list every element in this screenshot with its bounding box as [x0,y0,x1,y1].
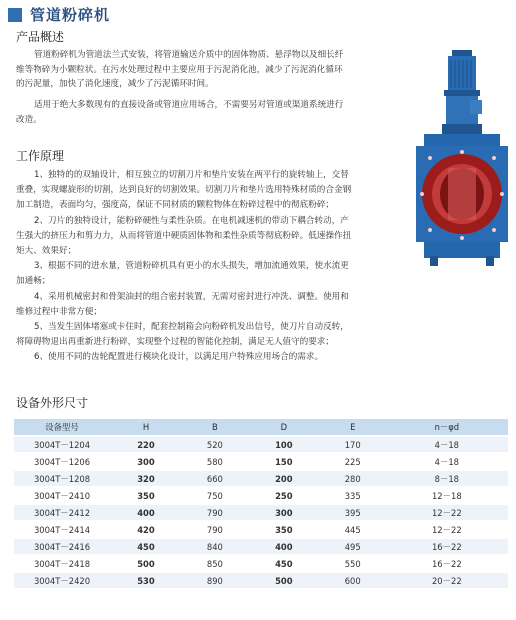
value-cell: 530 [110,573,182,588]
value-cell: 100 [248,437,320,452]
model-cell: 3004T－2416 [14,539,110,554]
column-header: D [248,419,320,435]
value-cell: 200 [248,471,320,486]
value-cell: 4－18 [386,454,508,469]
column-header: B [182,419,248,435]
value-cell: 400 [248,539,320,554]
value-cell: 320 [110,471,182,486]
value-cell: 150 [248,454,320,469]
overview-line: 的污泥量，加快了消化速度，减少了污泥循环时间。 [16,79,214,89]
value-cell: 12－22 [386,522,508,537]
principle-line: 加通畅； [16,276,51,287]
model-cell: 3004T－2414 [14,522,110,537]
table-row [14,539,508,554]
value-cell: 850 [182,556,248,571]
value-cell: 350 [110,488,182,503]
value-cell: 225 [320,454,386,469]
overview-heading: 产品概述 [16,30,65,44]
table-row [14,522,508,537]
table-row [14,505,508,520]
value-cell: 170 [320,437,386,452]
model-cell: 3004T－2420 [14,573,110,588]
principle-heading: 工作原理 [16,149,65,163]
value-cell: 840 [182,539,248,554]
principle-line: 将障碍物退出再重新进行粉碎，实现整个过程的智能化控制，满足无人值守的要求； [16,337,334,348]
model-cell: 3004T－1206 [14,454,110,469]
value-cell: 890 [182,573,248,588]
principle-line: 3、根据不同的进水量，管道粉碎机具有更小的水头损失，增加流通效果，使水流更 [34,261,349,272]
value-cell: 520 [182,437,248,452]
principle-line: 2、刀片的独特设计，能粉碎硬性与柔性杂质。在电机减速机的带动下耦合转动，产 [34,215,349,226]
value-cell: 450 [110,539,182,554]
principle-line: 生强大的挤压力和剪力力，从而将管道中硬质固体物和柔性杂质等彻底粉碎。低速操作扭 [16,230,352,241]
overview-line: 改造。 [16,114,42,125]
model-cell: 3004T－2410 [14,488,110,503]
table-row [14,437,508,452]
value-cell: 350 [248,522,320,537]
value-cell: 660 [182,471,248,486]
value-cell: 16－22 [386,556,508,571]
value-cell: 16－22 [386,539,508,554]
column-header: 设备型号 [14,419,110,435]
value-cell: 4－18 [386,437,508,452]
value-cell: 300 [248,505,320,520]
page-header [8,4,110,25]
value-cell: 600 [320,573,386,588]
value-cell: 220 [110,437,182,452]
principle-line: 4、采用机械密封和骨架油封的组合密封装置，无需对密封进行冲洗、调整。使用和 [34,291,349,302]
value-cell: 300 [110,454,182,469]
principle-line: 1、独特的的双轴设计，相互独立的切割刀片和垫片安装在两平行的旋转轴上，交替 [34,170,349,180]
pipe-crusher-machine-image [410,48,514,268]
model-cell: 3004T－1204 [14,437,110,452]
overview-line: 适用于绝大多数现有的直接设备或管道应用场合，不需要另对管道或渠道系统进行 [34,100,344,110]
table-row [14,573,508,588]
model-cell: 3004T－1208 [14,471,110,486]
value-cell: 395 [320,505,386,520]
value-cell: 450 [248,556,320,571]
overview-paragraph-2 [16,98,410,127]
principle-line: 矩大、效果好； [16,246,77,257]
column-header: H [110,419,182,435]
overview-line: 维等物碎为小颗粒状。在污水处理过程中主要应用于污泥消化池，减少了污泥消化循环 [16,64,343,75]
value-cell: 280 [320,471,386,486]
overview-line: 管道粉碎机为管道法兰式安装，将管道输送介质中的固体物质、悬浮物以及细长纤 [34,50,344,60]
value-cell: 250 [248,488,320,503]
page-title: 管道粉碎机 [30,6,111,24]
value-cell: 400 [110,505,182,520]
title-marker-icon [8,8,22,22]
table-row [14,488,508,503]
model-cell: 3004T－2412 [14,505,110,520]
value-cell: 790 [182,505,248,520]
table-row [14,556,508,571]
value-cell: 20－22 [386,573,508,588]
column-header: E [320,419,386,435]
principle-body [16,168,408,366]
column-header: n－φd [386,419,508,435]
principle-line: 加工制造，表面均匀，强度高，保证不同材质的颗粒物体在粉碎过程中的彻底粉碎； [16,200,334,211]
table-row [14,454,508,469]
dimensions-heading: 设备外形尺寸 [16,396,89,410]
value-cell: 495 [320,539,386,554]
principle-line: 维修过程中非常方便； [16,306,102,317]
value-cell: 8－18 [386,471,508,486]
dimensions-table [14,417,508,590]
value-cell: 12－18 [386,488,508,503]
table-header-row [14,419,508,435]
value-cell: 12－22 [386,505,508,520]
model-cell: 3004T－2418 [14,556,110,571]
principle-line: 6、使用不同的齿轮配置进行模块化设计，以满足用户特殊应用场合的需求。 [34,352,324,363]
table-row [14,471,508,486]
value-cell: 500 [110,556,182,571]
overview-paragraph-1 [16,48,410,92]
value-cell: 500 [248,573,320,588]
value-cell: 445 [320,522,386,537]
value-cell: 580 [182,454,248,469]
value-cell: 790 [182,522,248,537]
value-cell: 750 [182,488,248,503]
principle-line: 5、当发生固体堵塞或卡住时，配套控制箱会向粉碎机发出信号，使刀片自动反转， [34,322,349,333]
principle-line: 重叠，实现螺旋形的切割，达到良好的切割效果。切割刀片和垫片选用特殊材质的合金钢 [16,185,352,196]
value-cell: 335 [320,488,386,503]
value-cell: 420 [110,522,182,537]
value-cell: 550 [320,556,386,571]
